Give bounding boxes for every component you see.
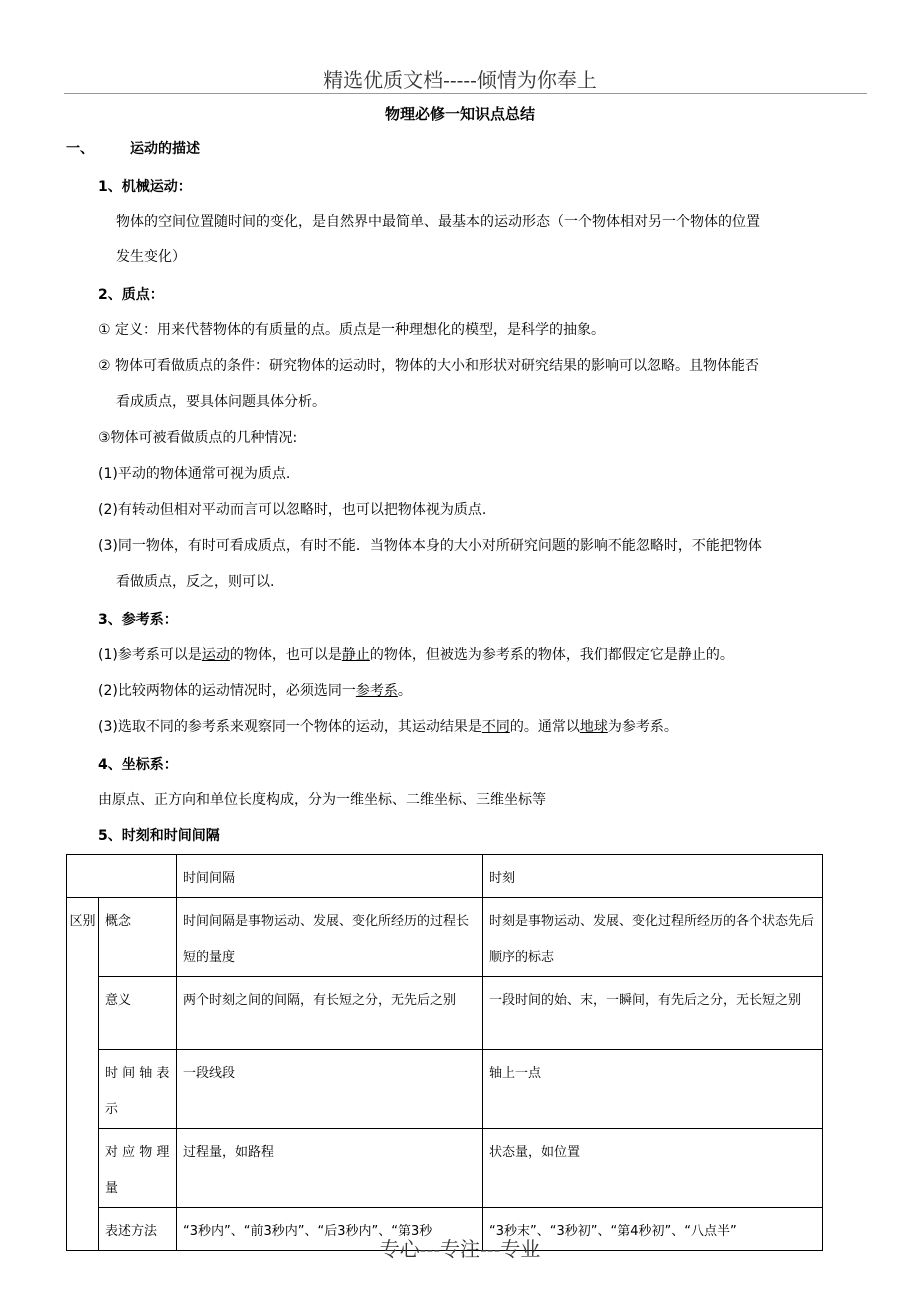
paragraph-line: ③物体可被看做质点的几种情况: [98, 430, 298, 446]
paragraph-line [98, 645, 734, 665]
column-header-moment: 时刻 [483, 855, 823, 898]
table-cell: 时刻是事物运动、发展、变化过程所经历的各个状态先后顺序的标志 [483, 898, 823, 977]
table-row [67, 1129, 823, 1208]
text-segment: (1)参考系可以是 [98, 647, 202, 663]
text-segment: 的物体，但被选为参考系的物体，我们都假定它是静止的。 [369, 647, 734, 663]
text-segment: (2)比较两物体的运动情况时，必须选同一 [98, 683, 356, 699]
row-label: 表述方法 [99, 1208, 177, 1251]
section-title: 运动的描述 [130, 141, 200, 157]
table-row [67, 977, 823, 1050]
text-segment: 。 [397, 683, 412, 699]
table-cell: 两个时刻之间的间隔，有长短之分，无先后之别 [177, 977, 483, 1050]
row-group-label: 区别 [67, 898, 99, 1251]
paragraph-line [98, 681, 412, 701]
table-header-row [67, 855, 823, 898]
paragraph-line: 发生变化） [116, 249, 186, 265]
paragraph-line: 看做质点，反之，则可以. [116, 574, 275, 590]
paragraph-line: ① 定义：用来代替物体的有质量的点。质点是一种理想化的模型，是科学的抽象。 [98, 322, 605, 338]
paragraph-line: 看成质点，要具体问题具体分析。 [116, 394, 326, 410]
table-cell: “3秒内”、“前3秒内”、“后3秒内”、“第3秒 [177, 1208, 483, 1251]
underlined-term: 参考系 [355, 683, 398, 699]
underlined-term: 不同 [481, 719, 510, 735]
table-cell: 一段时间的始、末，一瞬间，有先后之分，无长短之别 [483, 977, 823, 1050]
row-label: 意义 [99, 977, 177, 1050]
table-cell: 过程量，如路程 [177, 1129, 483, 1208]
heading-particle: 2、质点： [98, 287, 164, 303]
paragraph-line: ② 物体可看做质点的条件：研究物体的运动时，物体的大小和形状对研究结果的影响可以忽略。且物体能否 [98, 358, 759, 374]
table-cell: 时间间隔是事物运动、发展、变化所经历的过程长短的量度 [177, 898, 483, 977]
text-segment: 为参考系。 [607, 719, 678, 735]
comparison-table [66, 854, 823, 1251]
underlined-term: 运动 [201, 647, 230, 663]
heading-reference-frame: 3、参考系： [98, 612, 178, 628]
table-row [67, 1050, 823, 1129]
table-cell: 一段线段 [177, 1050, 483, 1129]
underlined-term: 静止 [341, 647, 370, 663]
table-cell: 状态量，如位置 [483, 1129, 823, 1208]
text-segment: (3)选取不同的参考系来观察同一个物体的运动，其运动结果是 [98, 719, 482, 735]
row-label: 对 应 物 理量 [99, 1129, 177, 1208]
text-segment: 的物体，也可以是 [229, 647, 342, 663]
header-rule [64, 93, 867, 94]
heading-time-and-interval: 5、时刻和时间间隔 [98, 828, 220, 844]
paragraph-line [98, 717, 678, 737]
heading-coordinate-system: 4、坐标系： [98, 757, 178, 773]
paragraph-line: (1)平动的物体通常可视为质点. [98, 466, 291, 482]
page-header-title: 精选优质文档-----倾情为你奉上 [323, 68, 597, 92]
column-header-interval: 时间间隔 [177, 855, 483, 898]
paragraph-line: 由原点、正方向和单位长度构成，分为一维坐标、二维坐标、三维坐标等 [98, 792, 546, 808]
table-cell: “3秒末”、“3秒初”、“第4秒初”、“八点半” [483, 1208, 823, 1251]
table-cell: 轴上一点 [483, 1050, 823, 1129]
paragraph-line: 物体的空间位置随时间的变化，是自然界中最简单、最基本的运动形态（一个物体相对另一个物体的位置 [116, 214, 760, 230]
paragraph-line: (2)有转动但相对平动而言可以忽略时，也可以把物体视为质点. [98, 502, 487, 518]
page-footer: 专心---专注---专业 [379, 1237, 541, 1261]
text-segment: 的。通常以 [509, 719, 580, 735]
table-corner-cell [67, 855, 177, 898]
row-label: 概念 [99, 898, 177, 977]
section-number: 一、 [66, 141, 94, 157]
row-label: 时 间 轴 表示 [99, 1050, 177, 1129]
heading-mechanical-motion: 1、机械运动： [98, 179, 192, 195]
table-row [67, 898, 823, 977]
document-title: 物理必修一知识点总结 [384, 105, 535, 123]
underlined-term: 地球 [579, 719, 608, 735]
paragraph-line: (3)同一物体，有时可看成质点，有时不能．当物体本身的大小对所研究问题的影响不能忽略时，不能把物体 [98, 538, 762, 554]
